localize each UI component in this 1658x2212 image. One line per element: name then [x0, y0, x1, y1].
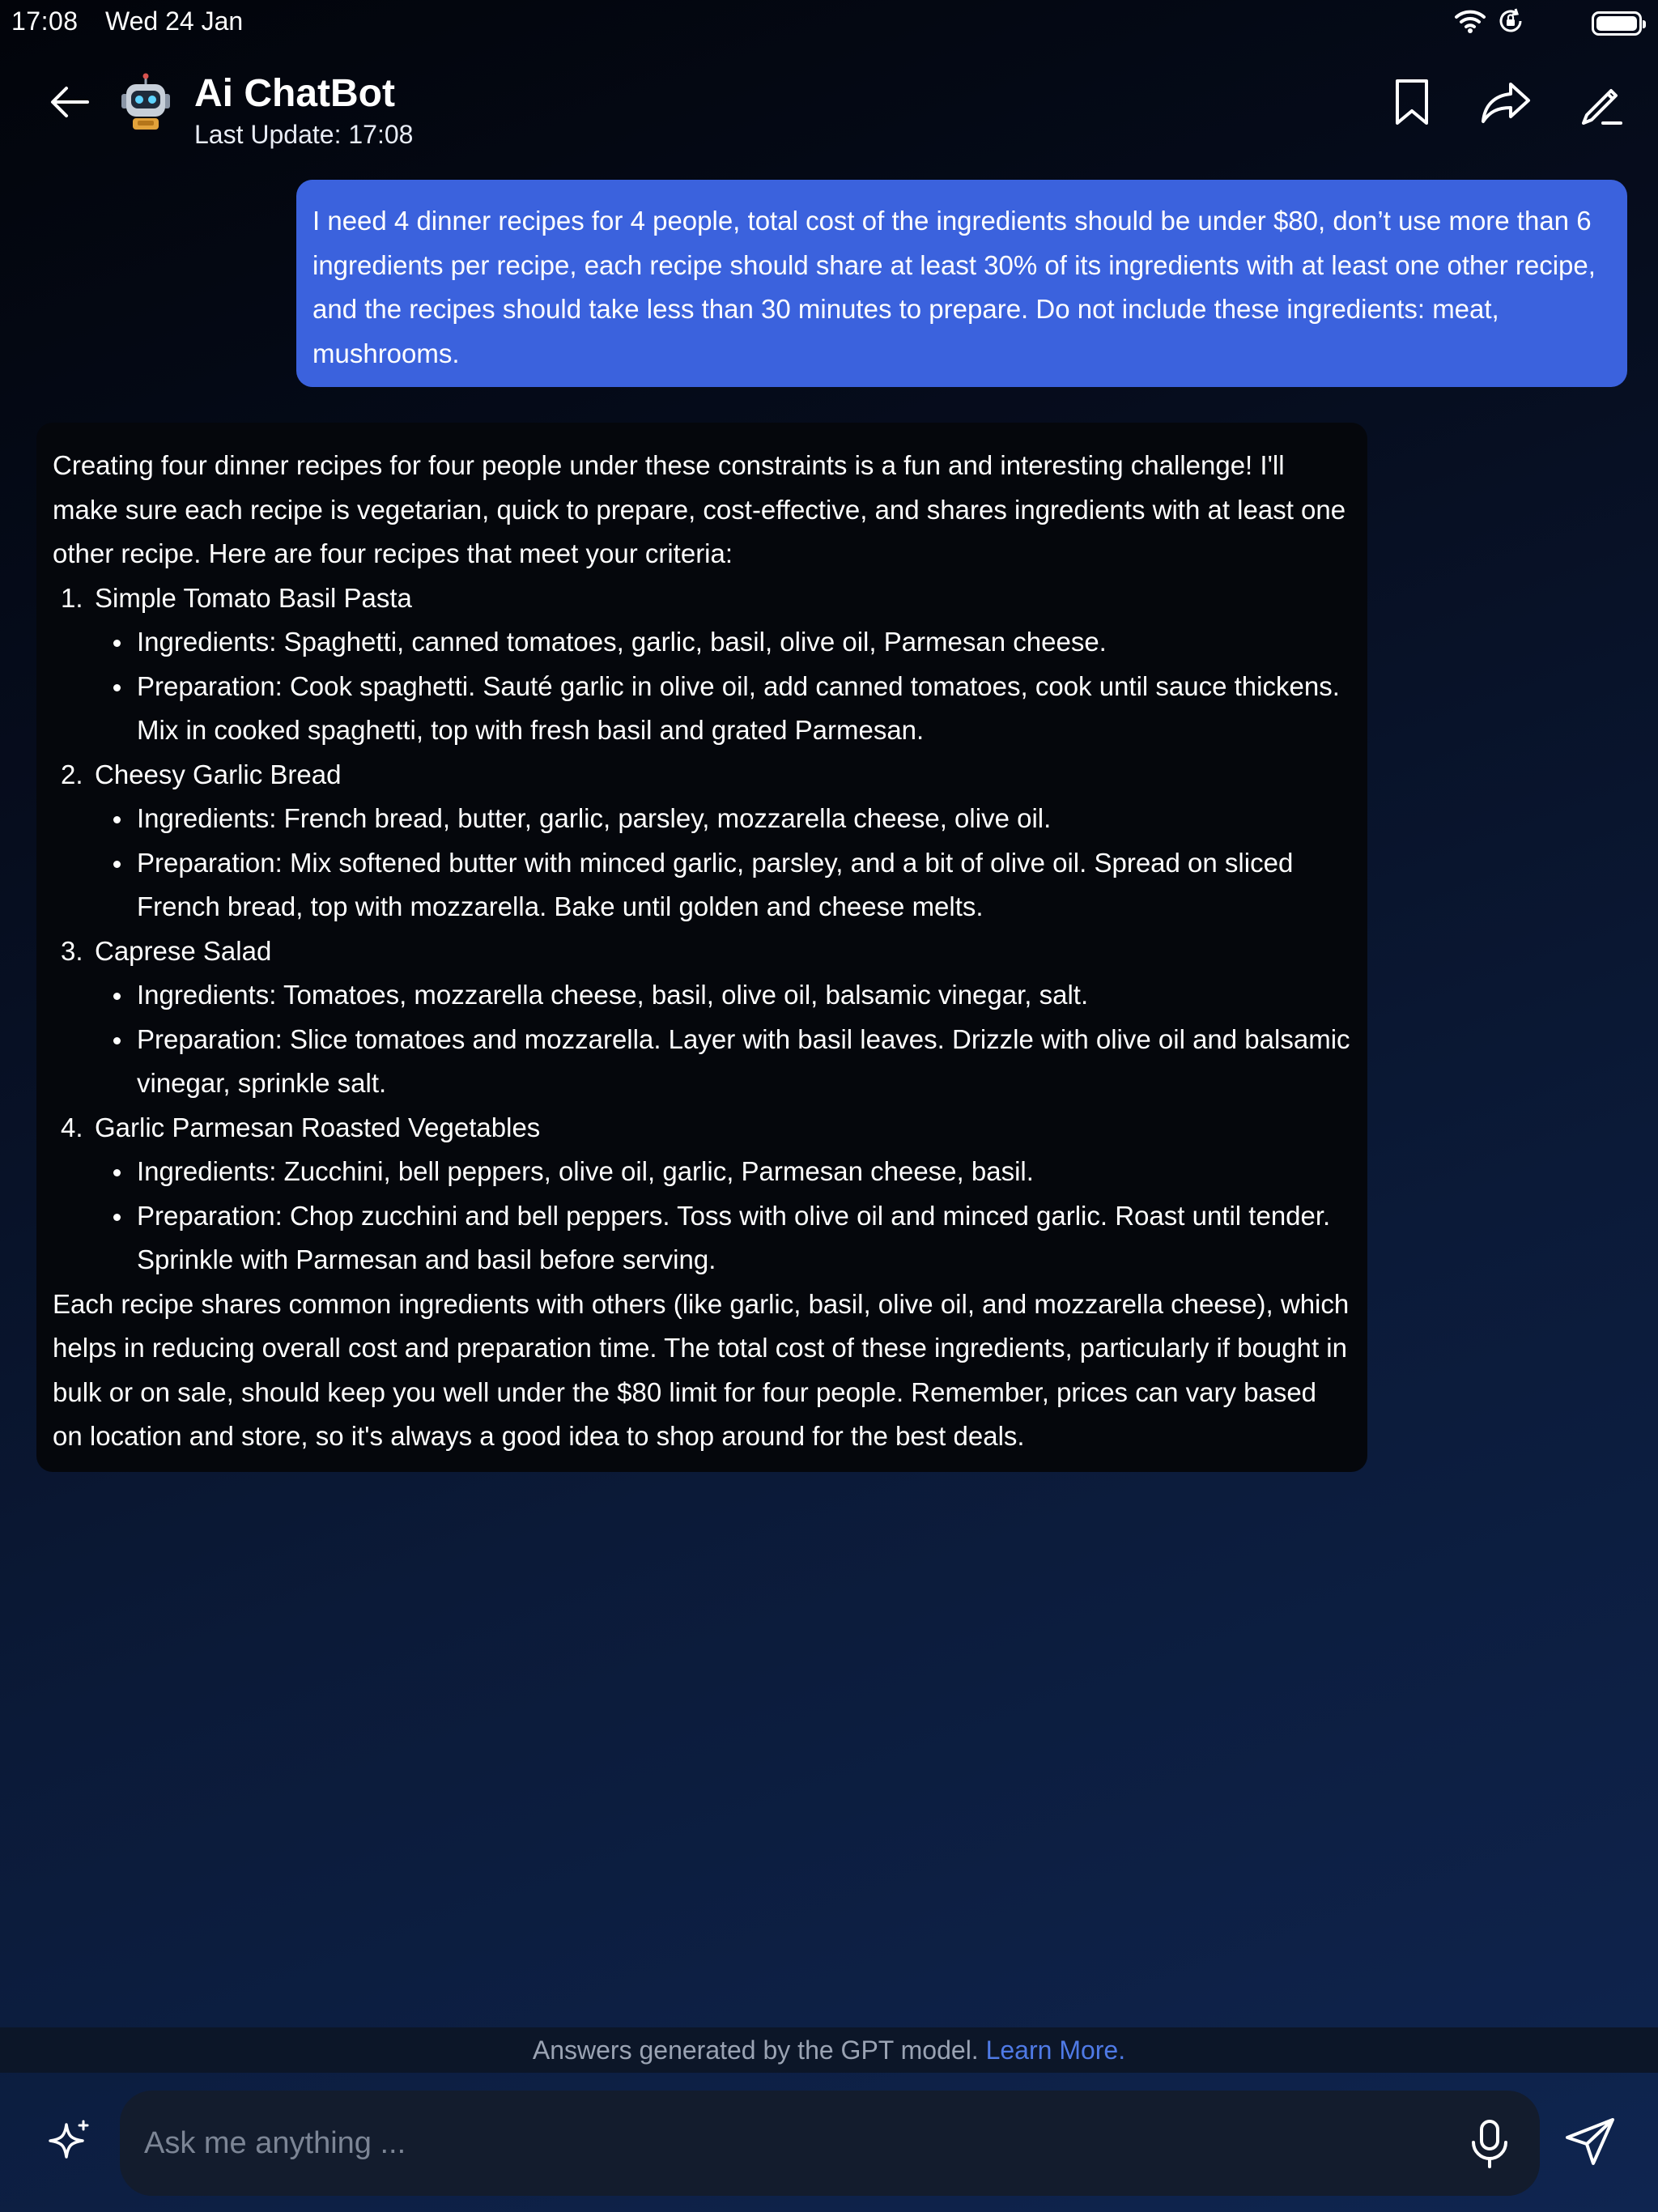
chat-title: Ai ChatBot: [194, 72, 395, 115]
bot-message-outro: Each recipe shares common ingredients with others (like garlic, basil, olive oil, and mozzarella cheese), which helps in reducing overall cost and preparation time. The total cost of these ingredients, particularly if bought in bulk or on sale, should keep you well under the $80 limit for four people. Remember, prices can vary based on location and store, so it's always a good idea to shop around for the best deals.: [53, 1288, 1350, 1451]
microphone-button[interactable]: [1465, 2118, 1514, 2170]
recipe-item: [53, 753, 1351, 929]
recipe-number: 4.: [61, 1112, 83, 1142]
recipe-number: 1.: [61, 582, 83, 613]
header-actions: [1386, 78, 1626, 130]
recipe-item: [53, 576, 1351, 753]
recipe-preparation: Preparation: Chop zucchini and bell peppers. Toss with olive oil and minced garlic. Roast until tender. Sprinkle with Parmesan and basil before serving.: [137, 1194, 1351, 1283]
message-input[interactable]: [144, 2091, 1391, 2196]
recipe-preparation: Preparation: Mix softened butter with minced garlic, parsley, and a bit of olive oil. Spread on sliced French bread, top with mozzarella. Bake until golden and cheese melts.: [137, 841, 1351, 929]
chat-header: [0, 57, 1658, 154]
recipe-number: 2.: [61, 759, 83, 789]
recipe-title-text: Simple Tomato Basil Pasta: [95, 582, 412, 613]
disclaimer-text: Answers generated by the GPT model.: [532, 2035, 979, 2065]
disclaimer-bar: [0, 2027, 1658, 2073]
orientation-lock-icon: [1498, 8, 1524, 38]
bot-message-intro: Creating four dinner recipes for four people under these constraints is a fun and interesting challenge! I'll make sure each recipe is vegetarian, quick to prepare, cost-effective, and shares ingredients with at least one other recipe. Here are four recipes that meet your criteria:: [53, 450, 1346, 568]
last-update: Last Update: 17:08: [194, 120, 414, 149]
recipe-details: [53, 973, 1351, 1106]
robot-icon: [120, 121, 172, 134]
message-input-wrapper: [120, 2091, 1540, 2196]
recipe-details: [53, 620, 1351, 753]
bot-message-bubble: [36, 423, 1367, 1472]
sparkle-icon: [45, 2156, 94, 2170]
status-date: Wed 24 Jan: [105, 6, 244, 36]
recipe-title: [53, 1106, 1351, 1151]
bookmark-icon: [1391, 78, 1433, 130]
microphone-icon: [1465, 2159, 1514, 2173]
composer: [0, 2073, 1658, 2212]
edit-button[interactable]: [1574, 78, 1626, 130]
recipe-item: [53, 1106, 1351, 1283]
recipe-title: [53, 753, 1351, 798]
send-icon: [1564, 2158, 1618, 2172]
recipe-title-text: Cheesy Garlic Bread: [95, 759, 342, 789]
recipe-title-text: Caprese Salad: [95, 935, 272, 966]
recipe-list: [53, 576, 1351, 1283]
status-bar: [0, 0, 1658, 42]
battery-icon: [1592, 11, 1642, 36]
user-message-text: I need 4 dinner recipes for 4 people, total cost of the ingredients should be under $80, don’t use more than 6 ingredients per recipe, each recipe should share at least 30% of its ingredients with at least one other recipe, and the recipes should take less than 30 minutes to prepare. Do not include these ingredients: meat, mushrooms.: [312, 206, 1596, 368]
bot-avatar: [120, 73, 172, 131]
recipe-details: [53, 1150, 1351, 1283]
recipe-title: [53, 576, 1351, 621]
status-time: 17:08: [11, 6, 79, 36]
recipe-ingredients: Ingredients: Tomatoes, mozzarella cheese, basil, olive oil, balsamic vinegar, salt.: [137, 973, 1351, 1018]
bookmark-button[interactable]: [1386, 78, 1438, 130]
recipe-details: [53, 797, 1351, 929]
recipe-title: [53, 929, 1351, 974]
arrow-left-icon: [45, 116, 94, 130]
share-icon: [1480, 79, 1532, 129]
back-button[interactable]: [45, 78, 94, 126]
status-icons: [1454, 8, 1642, 38]
recipe-item: [53, 929, 1351, 1106]
user-message-bubble: [296, 180, 1627, 387]
sparkle-button[interactable]: [45, 2118, 94, 2167]
recipe-title-text: Garlic Parmesan Roasted Vegetables: [95, 1112, 541, 1142]
recipe-preparation: Preparation: Cook spaghetti. Sauté garlic in olive oil, add canned tomatoes, cook until sauce thickens. Mix in cooked spaghetti, top with fresh basil and grated Parmesan.: [137, 665, 1351, 753]
share-button[interactable]: [1480, 78, 1532, 130]
recipe-ingredients: Ingredients: French bread, butter, garlic, parsley, mozzarella cheese, olive oil.: [137, 797, 1351, 841]
recipe-ingredients: Ingredients: Spaghetti, canned tomatoes, garlic, basil, olive oil, Parmesan cheese.: [137, 620, 1351, 665]
learn-more-link[interactable]: Learn More.: [985, 2035, 1126, 2065]
edit-icon: [1575, 78, 1624, 130]
recipe-number: 3.: [61, 935, 83, 966]
send-button[interactable]: [1564, 2115, 1618, 2168]
recipe-ingredients: Ingredients: Zucchini, bell peppers, olive oil, garlic, Parmesan cheese, basil.: [137, 1150, 1351, 1194]
wifi-icon: [1454, 8, 1486, 38]
recipe-preparation: Preparation: Slice tomatoes and mozzarella. Layer with basil leaves. Drizzle with olive oil and balsamic vinegar, sprinkle salt.: [137, 1018, 1351, 1106]
battery-level: [1596, 16, 1637, 31]
